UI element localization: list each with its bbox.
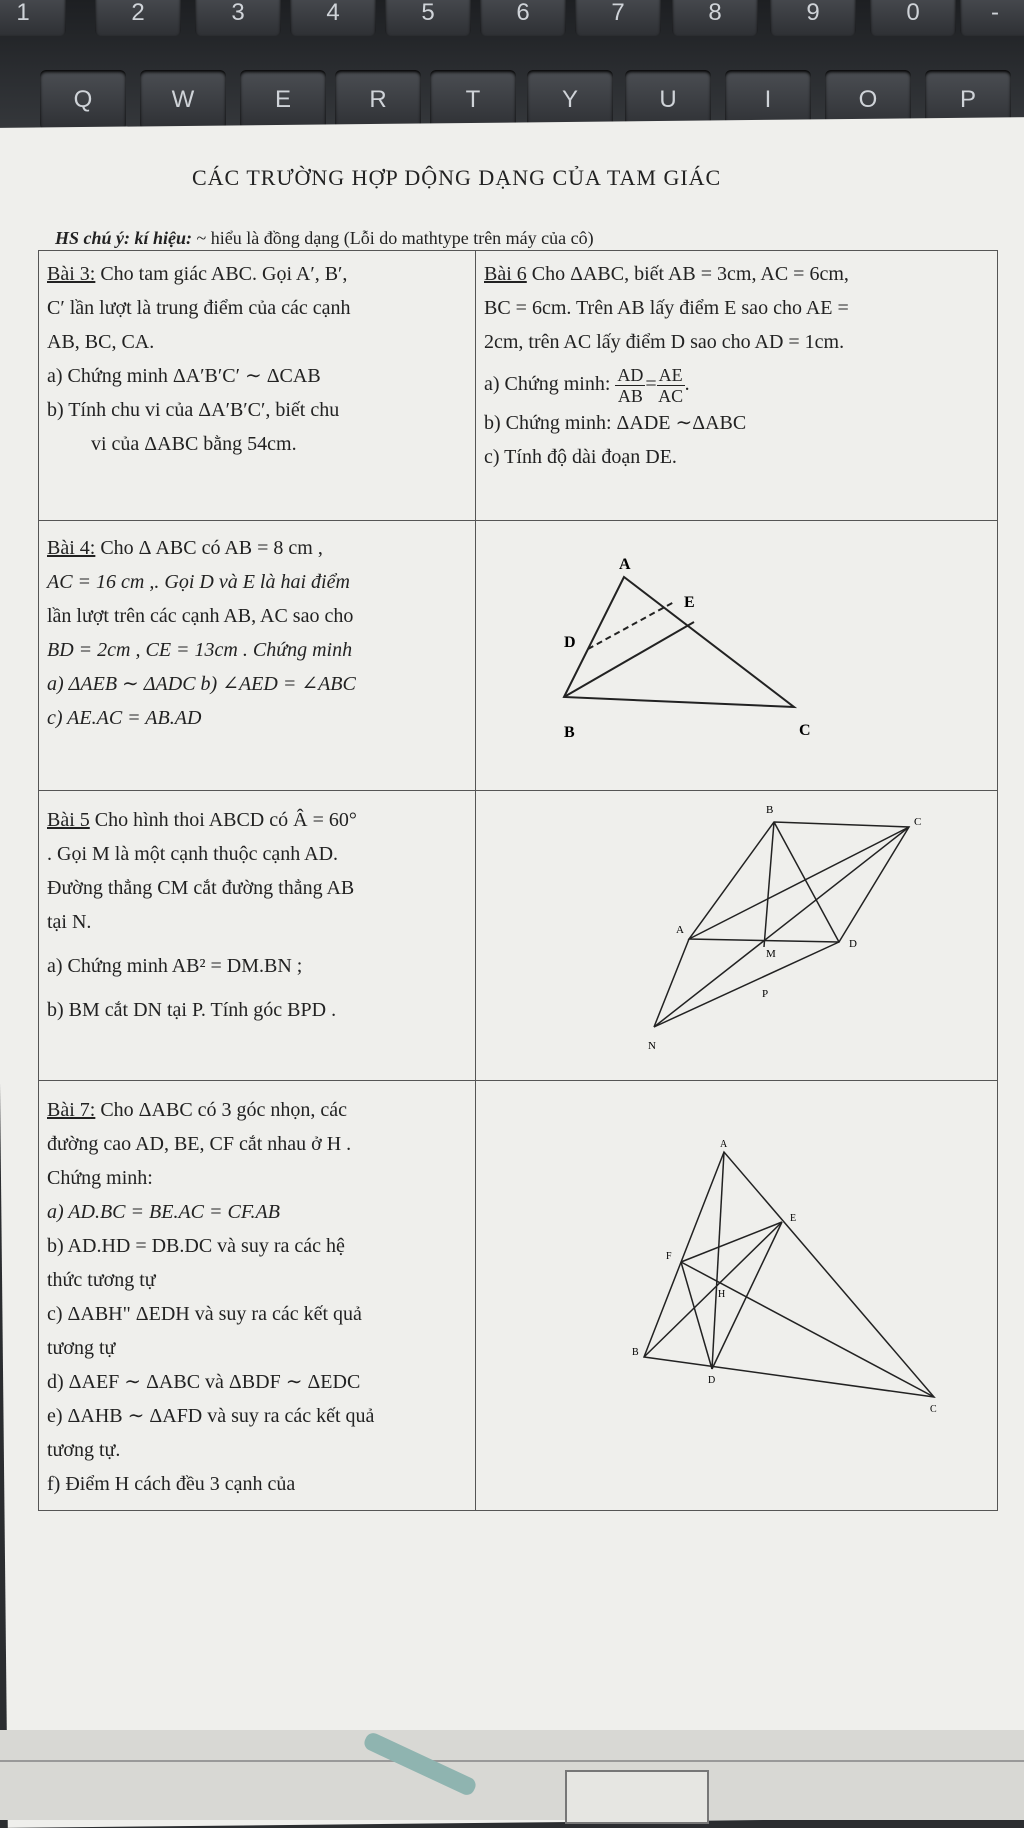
bai7-figure-cell bbox=[476, 1081, 998, 1511]
key-7: 7 bbox=[575, 0, 661, 36]
key-y: Y bbox=[527, 70, 613, 130]
label-a: A bbox=[619, 556, 631, 573]
line-bm bbox=[764, 822, 774, 947]
bai7-line: đường cao AD, BE, CF cắt nhau ở H . bbox=[47, 1133, 352, 1155]
label-f: F bbox=[666, 1251, 672, 1262]
label-d: D bbox=[564, 634, 576, 651]
bai3-line: vi của ΔABC bằng 54cm. bbox=[91, 433, 297, 455]
label-e: E bbox=[684, 594, 695, 611]
frac-numerator: AD bbox=[617, 365, 644, 385]
triangle-altitudes-figure bbox=[604, 1137, 964, 1437]
desk-bottom bbox=[0, 1730, 1024, 1820]
bai4-title: Bài 4: bbox=[47, 537, 96, 559]
label-d: D bbox=[849, 938, 857, 950]
bai5-cell bbox=[39, 791, 476, 1081]
bai5-line: Cho hình thoi ABCD có Â = 60° bbox=[94, 809, 357, 831]
bai7-line: d) ΔAEF ∼ ΔABC và ΔBDF ∼ ΔEDC bbox=[47, 1371, 361, 1393]
key-1: 1 bbox=[0, 0, 66, 36]
bai7-line: tương tự. bbox=[47, 1439, 121, 1461]
bai7-line: b) AD.HD = DB.DC và suy ra các hệ bbox=[47, 1235, 345, 1257]
bai4-line: lần lượt trên các cạnh AB, AC sao cho bbox=[47, 605, 354, 627]
bai4-cell bbox=[39, 521, 476, 791]
table-row bbox=[39, 1081, 998, 1511]
key-8: 8 bbox=[672, 0, 758, 36]
note-prefix: HS chú ý: kí hiệu: bbox=[55, 228, 193, 248]
label-a: A bbox=[720, 1139, 728, 1150]
bai4-line: AC = 16 cm ,. Gọi D và E là hai điểm bbox=[47, 571, 350, 593]
bai4-line: c) AE.AC = AB.AD bbox=[47, 707, 202, 729]
label-d: D bbox=[708, 1375, 716, 1386]
label-c: C bbox=[799, 722, 811, 739]
exercise-table bbox=[38, 250, 998, 1511]
bai6-c: c) Tính độ dài đoạn DE. bbox=[484, 446, 677, 468]
bai6-line: Cho ΔABC, biết AB = 3cm, AC = 6cm, bbox=[531, 263, 849, 285]
altitude-ad bbox=[712, 1152, 724, 1369]
label-b: B bbox=[766, 804, 774, 816]
key-6: 6 bbox=[480, 0, 566, 36]
fraction-ae-ac bbox=[657, 365, 685, 406]
bai7-line: a) AD.BC = BE.AC = CF.AB bbox=[47, 1201, 280, 1223]
altitude-be bbox=[644, 1222, 782, 1357]
key-w: W bbox=[140, 70, 226, 130]
triangle-figure bbox=[544, 547, 844, 747]
bai7-line: e) ΔAHB ∼ ΔAFD và suy ra các kết quả bbox=[47, 1405, 375, 1427]
table-row bbox=[39, 791, 998, 1081]
bai7-line: thức tương tự bbox=[47, 1269, 156, 1291]
label-p: P bbox=[762, 988, 769, 1000]
bai6-cell: Bài 6 Cho ΔABC, biết AB = 3cm, AC = 6cm, BC = 6cm. Trên AB lấy điểm E sao cho AE = 2cm, trên AC lấy điểm D sao cho AD = 1cm. a) Chứng minh: $\frac{AD}{AB}$ = $\frac{AE}{AC}$ . b) Chứng minh: ΔADE ∼ΔABC c) Tính độ dài đoạn DE. bbox=[476, 251, 998, 521]
key-5: 5 bbox=[385, 0, 471, 36]
triangle-abc bbox=[644, 1152, 934, 1397]
key-e: E bbox=[240, 70, 326, 130]
key-3: 3 bbox=[195, 0, 281, 36]
key-minus: - bbox=[960, 0, 1024, 36]
diagonal-bd bbox=[774, 822, 839, 942]
key-9: 9 bbox=[770, 0, 856, 36]
rhombus-figure bbox=[634, 797, 934, 1067]
label-m: M bbox=[766, 948, 776, 960]
label-n: N bbox=[648, 1040, 656, 1052]
bai3-cell bbox=[39, 251, 476, 521]
desk-line bbox=[0, 1760, 1024, 1762]
label-a: A bbox=[676, 924, 684, 936]
bai6-title: Bài 6 bbox=[484, 263, 527, 285]
key-p: P bbox=[925, 70, 1011, 130]
page-title: CÁC TRƯỜNG HỢP DỘNG DẠNG CỦA TAM GIÁC bbox=[192, 165, 722, 190]
bai4-line: Cho Δ ABC có AB = 8 cm , bbox=[100, 537, 323, 559]
bai4-line: BD = 2cm , CE = 13cm . Chứng minh bbox=[47, 639, 353, 661]
line-cn bbox=[654, 827, 909, 1027]
box bbox=[565, 1770, 709, 1824]
bai5-line: Đường thẳng CM cắt đường thẳng AB bbox=[47, 877, 355, 899]
fraction-ad-ab bbox=[615, 365, 645, 406]
label-b: B bbox=[632, 1347, 639, 1358]
bai5-figure-cell bbox=[476, 791, 998, 1081]
bai4-figure-cell bbox=[476, 521, 998, 791]
bai5-title: Bài 5 bbox=[47, 809, 90, 831]
label-c: C bbox=[930, 1404, 937, 1415]
bai5-line: . Gọi M là một cạnh thuộc cạnh AD. bbox=[47, 843, 339, 865]
bai6-line: BC = 6cm. Trên AB lấy điểm E sao cho AE = bbox=[484, 297, 849, 319]
bai7-title: Bài 7: bbox=[47, 1099, 96, 1121]
frac-numerator: AE bbox=[658, 365, 683, 385]
label-b: B bbox=[564, 724, 575, 741]
note bbox=[55, 228, 594, 249]
table-row bbox=[39, 251, 998, 521]
label-e: E bbox=[790, 1213, 797, 1224]
rhombus-abcd bbox=[689, 822, 909, 942]
note-text: ~ hiểu là đồng dạng (Lỗi do mathtype trên máy của cô) bbox=[196, 228, 594, 248]
bai7-cell bbox=[39, 1081, 476, 1511]
bai3-line: AB, BC, CA. bbox=[47, 331, 155, 353]
key-4: 4 bbox=[290, 0, 376, 36]
diagonal-ac bbox=[689, 827, 909, 939]
key-i: I bbox=[725, 70, 811, 130]
bai3-line: C′ lần lượt là trung điểm của các cạnh bbox=[47, 297, 351, 319]
frac-denominator: AC bbox=[658, 386, 684, 406]
segment-fe bbox=[681, 1222, 782, 1262]
bai7-line: tương tự bbox=[47, 1337, 116, 1359]
bai3-line: b) Tính chu vi của ΔA′B′C′, biết chu bbox=[47, 399, 340, 421]
bai5-line: a) Chứng minh AB² = DM.BN ; bbox=[47, 955, 303, 977]
key-0: 0 bbox=[870, 0, 956, 36]
bai6-line: 2cm, trên AC lấy điểm D sao cho AD = 1cm. bbox=[484, 331, 845, 353]
bai5-line: b) BM cắt DN tại P. Tính góc BPD . bbox=[47, 999, 337, 1021]
altitude-cf bbox=[681, 1262, 934, 1397]
key-u: U bbox=[625, 70, 711, 130]
table-row bbox=[39, 521, 998, 791]
key-q: Q bbox=[40, 70, 126, 130]
key-t: T bbox=[430, 70, 516, 130]
bai3-line: Cho tam giác ABC. Gọi A′, B′, bbox=[100, 263, 348, 285]
frac-denominator: AB bbox=[617, 386, 643, 406]
label-h: H bbox=[718, 1289, 726, 1300]
bai4-line: a) ΔAEB ∼ ΔADC b) ∠AED = ∠ABC bbox=[47, 673, 356, 695]
key-r: R bbox=[335, 70, 421, 130]
bai6-b: b) Chứng minh: ΔADE ∼ΔABC bbox=[484, 412, 747, 434]
label-c: C bbox=[914, 816, 922, 828]
key-o: O bbox=[825, 70, 911, 130]
bai5-line: tại N. bbox=[47, 911, 92, 933]
key-2: 2 bbox=[95, 0, 181, 36]
triangle-abc bbox=[564, 577, 794, 707]
bai7-line: Chứng minh: bbox=[47, 1167, 153, 1189]
bai3-line: a) Chứng minh ΔA′B′C′ ∼ ΔCAB bbox=[47, 365, 321, 387]
bai7-line: c) ΔABH" ΔEDH và suy ra các kết quả bbox=[47, 1303, 362, 1325]
bai6-a-prefix: a) Chứng minh: bbox=[484, 373, 611, 396]
bai3-title: Bài 3: bbox=[47, 263, 96, 285]
bai7-line: Cho ΔABC có 3 góc nhọn, các bbox=[100, 1099, 348, 1121]
bai7-line: f) Điểm H cách đều 3 cạnh của bbox=[47, 1473, 296, 1495]
